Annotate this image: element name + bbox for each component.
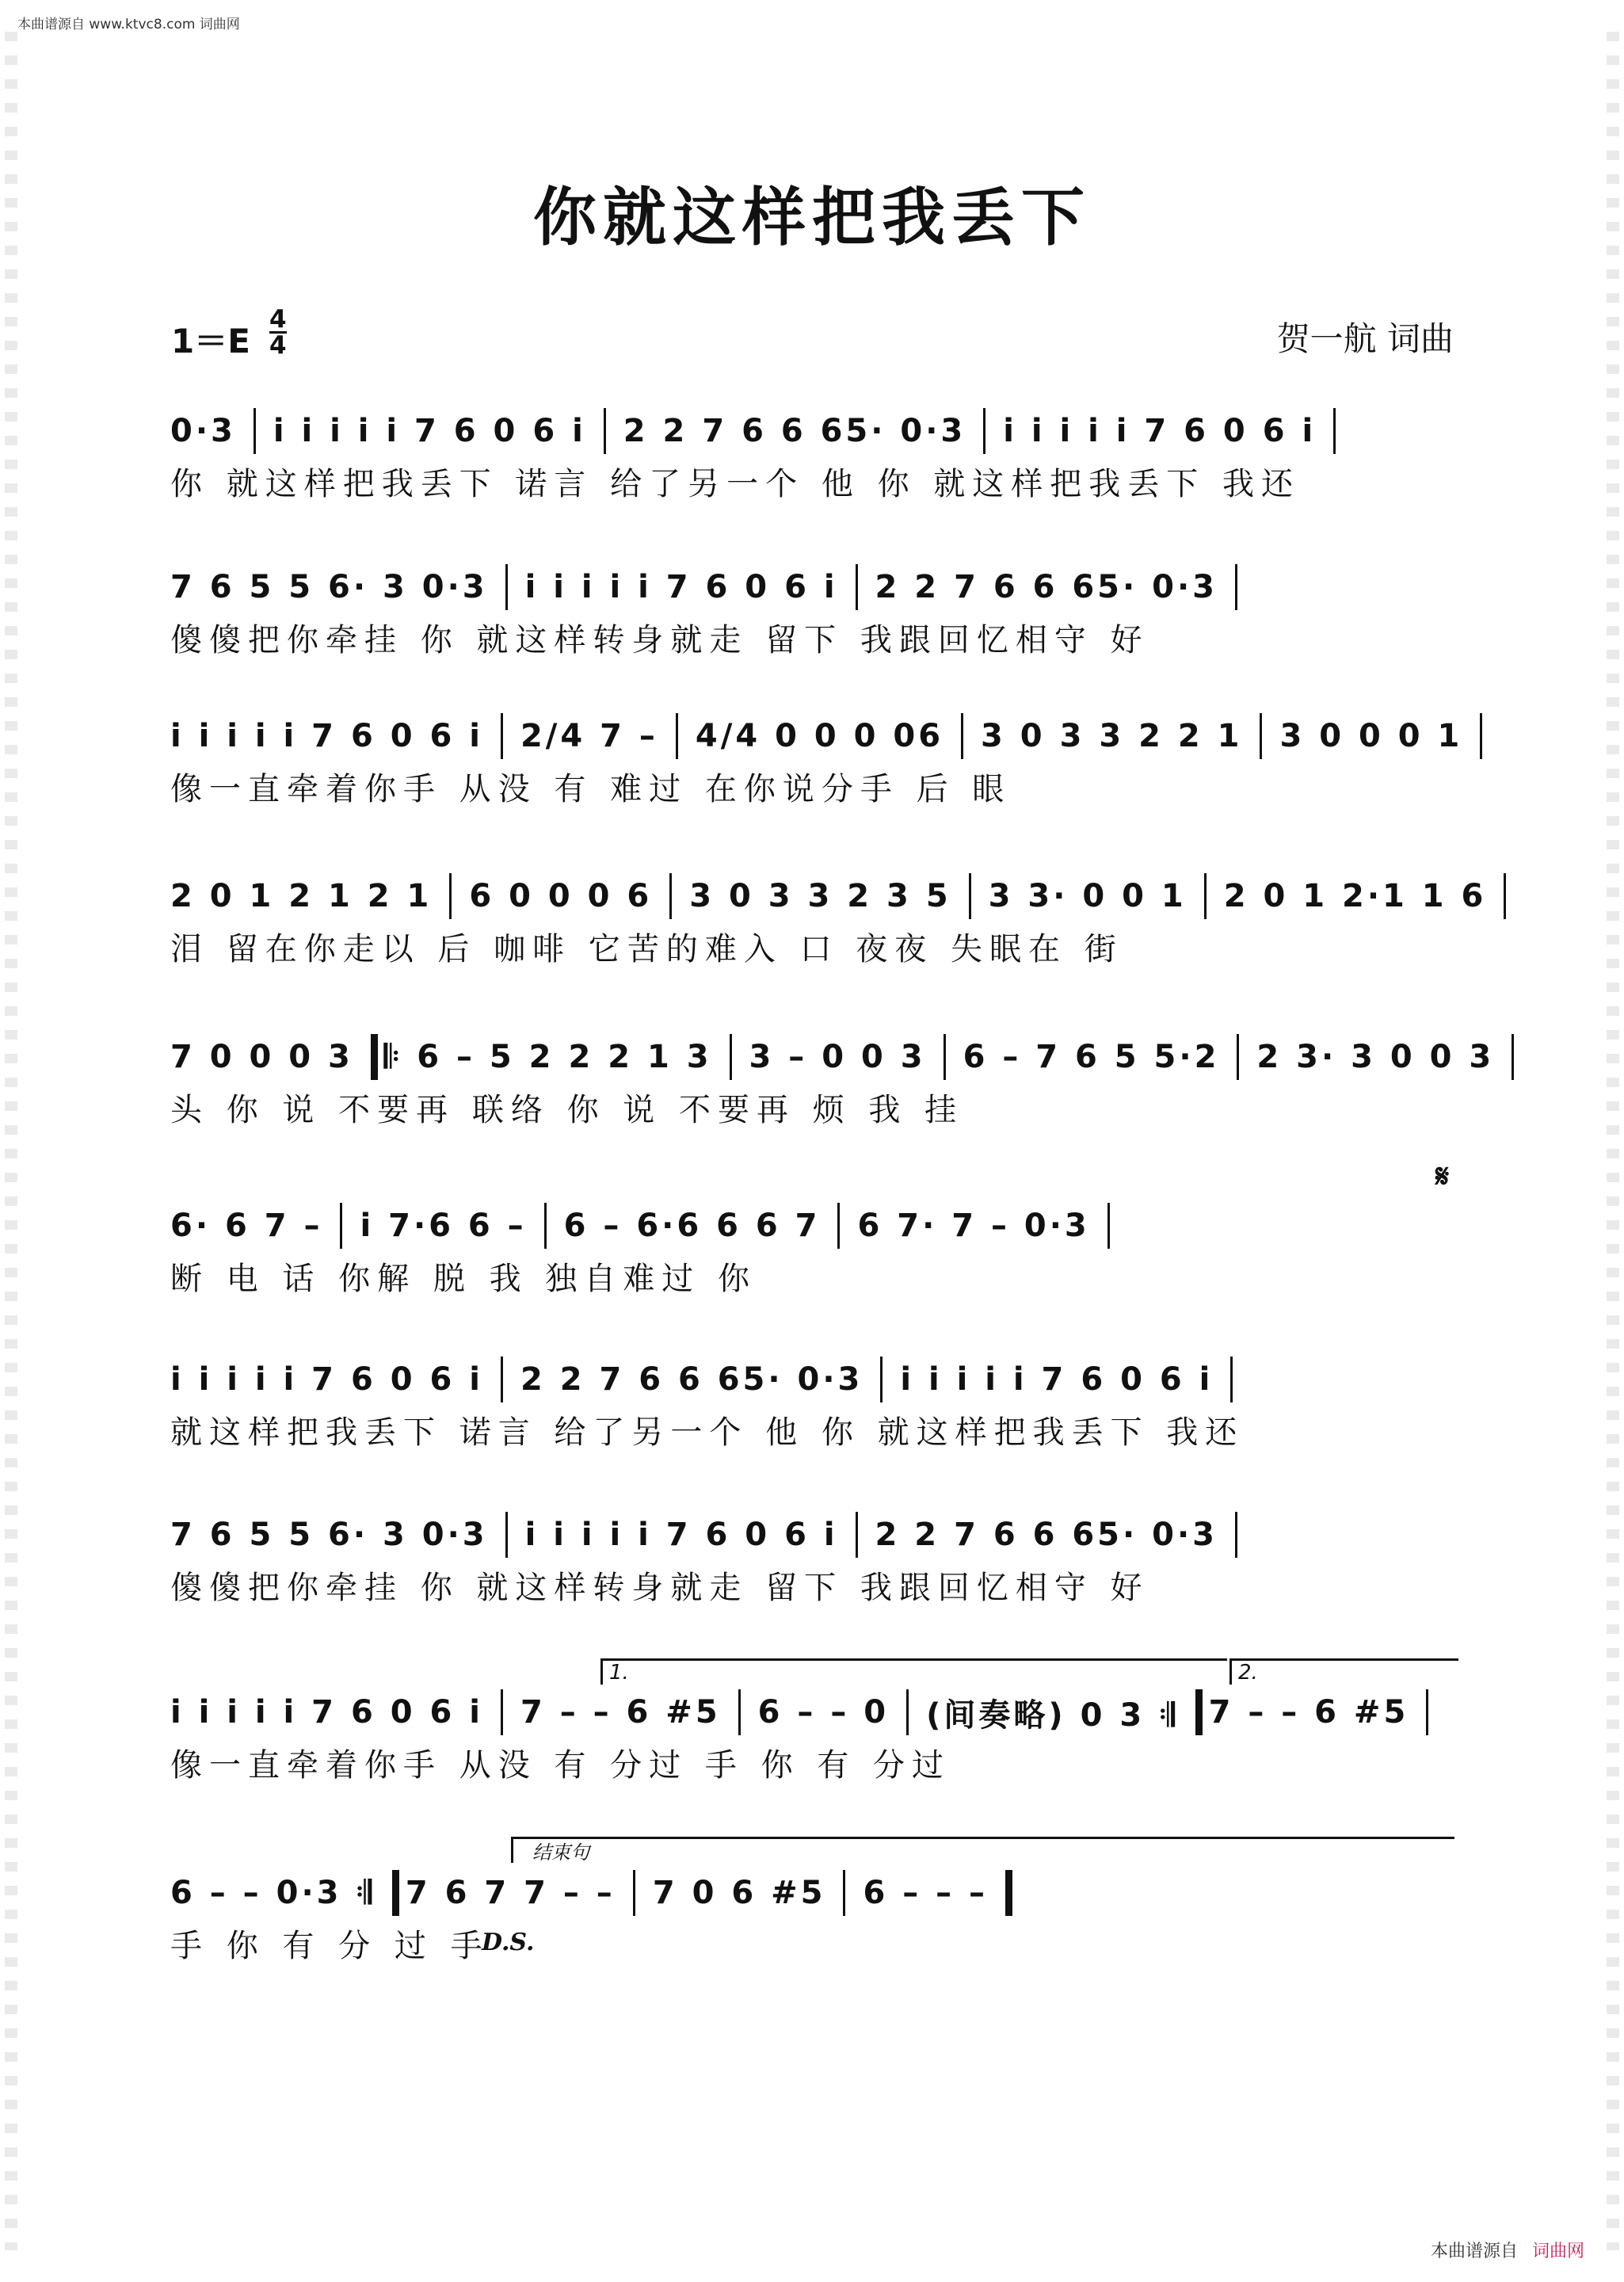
barline [1204, 873, 1207, 919]
barline [856, 1512, 858, 1558]
barline [604, 408, 606, 454]
repeat-start-barline [371, 1034, 378, 1080]
barline [449, 873, 452, 919]
barline [1260, 713, 1262, 759]
lyrics-row: 傻傻把你牵挂 你 就这样转身就走 留下 我跟回忆相守 好 [170, 622, 1149, 658]
lyrics-row: 你 就这样把我丢下 诺言 给了另一个 他 你 就这样把我丢下 我还 [170, 466, 1301, 502]
measure: 7 6 7 7 – – [405, 1875, 616, 1911]
barline [906, 1689, 909, 1735]
measure: 2/4 7 – [520, 718, 658, 754]
system-9 [170, 1689, 1454, 1792]
measure: 2 2 7 6 6 65· 0·3 [623, 413, 966, 449]
measure: 3 0 0 0 1 [1279, 718, 1463, 754]
notes-row [170, 408, 1454, 454]
segno-icon: 𝄋 [1435, 1158, 1450, 1195]
barline [880, 1357, 883, 1402]
repeat-end-barline [1195, 1689, 1203, 1735]
lyrics-row: 手 你 有 分 过 手 [170, 1928, 490, 1964]
barline [501, 1689, 503, 1735]
notes-row [170, 1357, 1454, 1402]
barline [544, 1203, 547, 1249]
barline [1426, 1689, 1428, 1735]
barline [738, 1689, 741, 1735]
measure: 6 – – 0·3 𝄇 [170, 1875, 375, 1911]
measure: 6 – – 0 [757, 1694, 890, 1731]
lyrics-row: 傻傻把你牵挂 你 就这样转身就走 留下 我跟回忆相守 好 [170, 1570, 1149, 1606]
notes-row [170, 1203, 1454, 1249]
measure: 7 6 5 5 6· 3 0·3 [170, 1517, 488, 1553]
system-1 [170, 408, 1454, 511]
measure: 2 3· 3 0 0 3 [1256, 1039, 1495, 1075]
barline [633, 1870, 635, 1916]
measure: 6 7· 7 – 0·3 [857, 1208, 1090, 1244]
barline [961, 713, 963, 759]
final-barline [1005, 1870, 1012, 1916]
time-signature-top: 4 [269, 305, 287, 334]
notes-row [170, 1689, 1454, 1735]
measure: 4/4 0 0 0 06 [695, 718, 944, 754]
measure: 2 0 1 2·1 1 6 [1223, 878, 1487, 914]
measure: 6 – – – [863, 1875, 989, 1911]
measure: i i i i i 7 6 0 6 i [900, 1361, 1214, 1398]
volta-2-label: 2. [1238, 1661, 1258, 1685]
measure: 6 – 6·6 6 6 7 [563, 1208, 821, 1244]
left-border-decoration [5, 32, 17, 2250]
measure: i i i i i 7 6 0 6 i [524, 569, 838, 605]
system-5 [170, 1034, 1495, 1137]
lyrics-row: 泪 留在你走以 后 咖啡 它苦的难入 口 夜夜 失眠在 街 [170, 931, 1123, 967]
measure: i i i i i 7 6 0 6 i [1003, 413, 1317, 449]
measure: 0·3 [170, 413, 236, 449]
barline [983, 408, 985, 454]
system-3 [170, 713, 1463, 816]
barline [505, 1512, 508, 1558]
notes-row [170, 713, 1463, 759]
measure: i i i i i 7 6 0 6 i [170, 1361, 483, 1398]
measure: i i i i i 7 6 0 6 i [273, 413, 586, 449]
barline [837, 1203, 840, 1249]
barline [843, 1870, 845, 1916]
barline [1512, 1034, 1514, 1080]
right-border-decoration [1607, 32, 1619, 2250]
barline [340, 1203, 342, 1249]
barline [1235, 1512, 1237, 1558]
measure: i i i i i 7 6 0 6 i [170, 1694, 483, 1731]
barline [676, 713, 678, 759]
lyrics-row: 像一直牵着你手 从没 有 难过 在你说分手 后 眼 [170, 771, 1012, 807]
coda-bracket [511, 1837, 1454, 1863]
barline [856, 564, 858, 610]
notes-row [170, 1034, 1495, 1080]
lyrics-row: 就这样把我丢下 诺言 给了另一个 他 你 就这样把我丢下 我还 [170, 1414, 1245, 1451]
notes-row [170, 564, 1454, 610]
measure: i 7·6 6 – [360, 1208, 527, 1244]
notes-row [170, 1870, 1454, 1916]
measure: 7 0 6 #5 [652, 1875, 826, 1911]
measure: 6 0 0 0 6 [469, 878, 653, 914]
system-10 [170, 1870, 1454, 1973]
system-8 [170, 1512, 1454, 1615]
footer-prefix: 本曲谱源自 [1430, 2242, 1518, 2261]
measure: 6· 6 7 – [170, 1208, 323, 1244]
volta-1-label: 1. [609, 1661, 629, 1685]
time-signature [269, 305, 287, 360]
lyrics-row: 头 你 说 不要再 联络 你 说 不要再 烦 我 挂 [170, 1092, 964, 1128]
notes-row [170, 873, 1487, 919]
measure: 7 – – 6 #5 [520, 1694, 721, 1731]
measure: 3 0 3 3 2 2 1 [981, 718, 1243, 754]
barline [1107, 1203, 1110, 1249]
barline [1235, 564, 1237, 610]
lyrics-row: 断 电 话 你解 脱 我 独自难过 你 [170, 1261, 757, 1297]
barline [730, 1034, 732, 1080]
measure: 𝄆 6 – 5 2 2 2 1 3 [383, 1039, 712, 1075]
footer-source-note [1431, 2238, 1584, 2262]
measure: 7 0 0 0 3 [170, 1039, 353, 1075]
measure: 7 – – 6 #5 [1208, 1694, 1409, 1731]
barline [1504, 873, 1506, 919]
measure: 3 3· 0 0 1 [988, 878, 1187, 914]
measure: 2 0 1 2 1 2 1 [170, 878, 433, 914]
barline [1237, 1034, 1239, 1080]
barline [254, 408, 256, 454]
system-7 [170, 1357, 1454, 1460]
lyrics-row: 像一直牵着你手 从没 有 分过 手 你 有 分过 [170, 1747, 951, 1784]
repeat-end-barline [392, 1870, 399, 1916]
system-6 [170, 1203, 1454, 1306]
barline [669, 873, 672, 919]
header-source-note: 本曲谱源自 www.ktvc8.com 词曲网 [17, 17, 240, 32]
notes-row [170, 1512, 1454, 1558]
time-signature-bottom: 4 [269, 331, 287, 360]
coda-label: 结束句 [532, 1841, 589, 1864]
barline [1230, 1357, 1233, 1402]
song-title: 你就这样把我丢下 [533, 180, 1091, 254]
barline [501, 1357, 503, 1402]
key-signature: 1＝E [171, 322, 250, 361]
measure: i i i i i 7 6 0 6 i [524, 1517, 838, 1553]
barline [501, 713, 503, 759]
volta-2-bracket [1229, 1658, 1458, 1685]
measure: 7 6 5 5 6· 3 0·3 [170, 569, 488, 605]
measure: 3 0 3 3 2 3 5 [689, 878, 951, 914]
barline [944, 1034, 946, 1080]
system-4 [170, 873, 1487, 976]
measure: 6 – 7 6 5 5·2 [963, 1039, 1220, 1075]
measure: 2 2 7 6 6 65· 0·3 [875, 569, 1218, 605]
measure: 3 – 0 0 3 [749, 1039, 926, 1075]
measure: i i i i i 7 6 0 6 i [170, 718, 483, 754]
system-2 [170, 564, 1454, 667]
barline [1333, 408, 1336, 454]
dal-segno-marker: D.S. [482, 1929, 535, 1956]
barline [505, 564, 508, 610]
barline [1480, 713, 1482, 759]
measure: 2 2 7 6 6 65· 0·3 [520, 1361, 863, 1398]
footer-source: 词曲网 [1531, 2242, 1584, 2261]
interlude-measure: (间奏略) 0 3 𝄇 [926, 1696, 1178, 1734]
barline [969, 873, 971, 919]
author-credit: 贺一航 词曲 [1276, 319, 1454, 358]
volta-1-bracket [600, 1658, 1227, 1685]
measure: 2 2 7 6 6 65· 0·3 [875, 1517, 1218, 1553]
